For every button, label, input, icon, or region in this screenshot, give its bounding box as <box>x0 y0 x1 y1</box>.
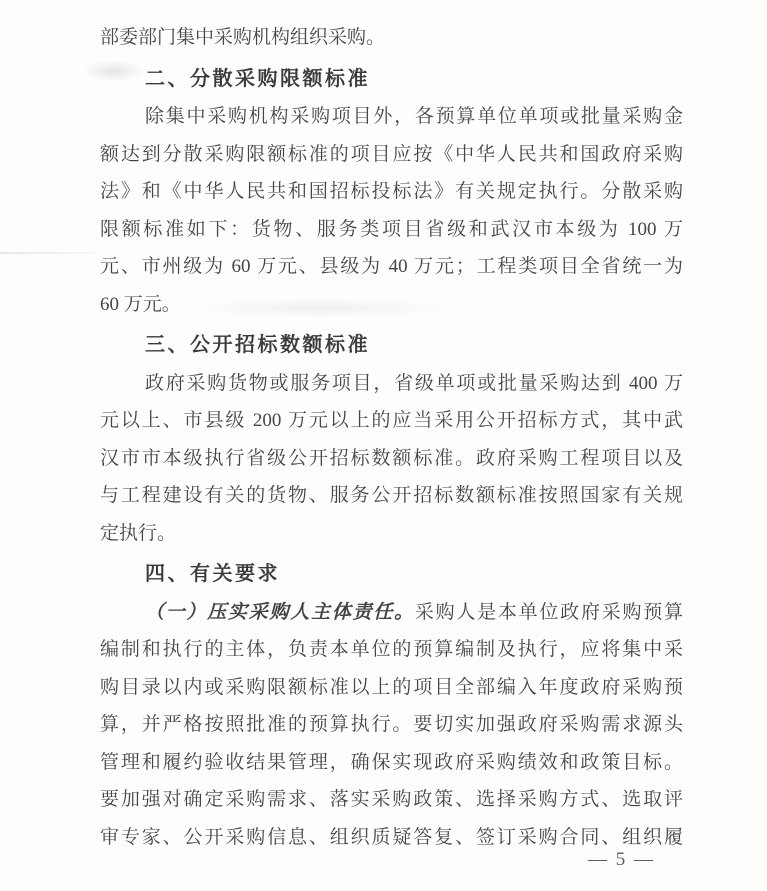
scan-artifact <box>0 252 95 254</box>
section-heading <box>100 556 683 594</box>
text-line: 购目录以内或采购限额标准以上的项目全部编入年度政府采购预 <box>100 676 683 698</box>
text-line: 政府采购货物或服务项目，省级单项或批量采购达到 400 万 <box>145 372 683 394</box>
paragraph-text: 采购人是本单位政府采购预算 <box>414 601 683 623</box>
paragraph <box>100 594 683 857</box>
text-line: 元以上、市县级 200 万元以上的应当采用公开招标方式，其中武 <box>100 410 683 431</box>
paragraph <box>100 98 683 323</box>
text-line: 除集中采购机构采购项目外，各预算单位单项或批量采购金 <box>145 106 683 127</box>
text-line: 元、市州级为 60 万元、县级为 40 万元；工程类项目全省统一为 <box>100 256 683 277</box>
text-line: 定执行。 <box>100 522 177 544</box>
paragraph <box>100 365 683 553</box>
document-body <box>100 19 683 856</box>
text-line: 60 万元。 <box>100 293 181 315</box>
paragraph-lead: （一）压实采购人主体责任。 <box>145 601 415 623</box>
text-line: 二、分散采购限额标准 <box>145 67 370 90</box>
text-line: 汉市市本级执行省级公开招标数额标准。政府采购工程项目以及 <box>100 447 683 469</box>
text-line: 与工程建设有关的货物、服务公开招标数额标准按照国家有关规 <box>100 485 683 506</box>
text-line <box>100 594 683 632</box>
section-heading <box>100 61 683 99</box>
text-line: 审专家、公开采购信息、组织质疑答复、签订采购合同、组织履 <box>100 826 683 848</box>
text-line: 部委部门集中采购机构组织采购。 <box>100 27 386 48</box>
text-line: 法》和《中华人民共和国招标投标法》有关规定执行。分散采购 <box>100 181 683 202</box>
text-line: 要加强对确定采购需求、落实采购政策、选择采购方式、选取评 <box>100 789 683 810</box>
text-line: 算，并严格按照批准的预算执行。要切实加强政府采购需求源头 <box>100 714 683 735</box>
text-line: 管理和履约验收结果管理，确保实现政府采购绩效和政策目标。 <box>100 751 683 773</box>
text-line: 四、有关要求 <box>145 563 280 585</box>
text-line: 三、公开招标数额标准 <box>145 334 370 356</box>
page-number: — 5 — <box>588 849 655 870</box>
text-line: 编制和执行的主体，负责本单位的预算编制及执行，应将集中采 <box>100 639 683 660</box>
text-line: 限额标准如下：货物、服务类项目省级和武汉市本级为 100 万 <box>100 218 683 240</box>
paragraph <box>100 19 683 57</box>
text-line: 额达到分散采购限额标准的项目应按《中华人民共和国政府采购 <box>100 143 683 165</box>
section-heading <box>100 327 683 365</box>
